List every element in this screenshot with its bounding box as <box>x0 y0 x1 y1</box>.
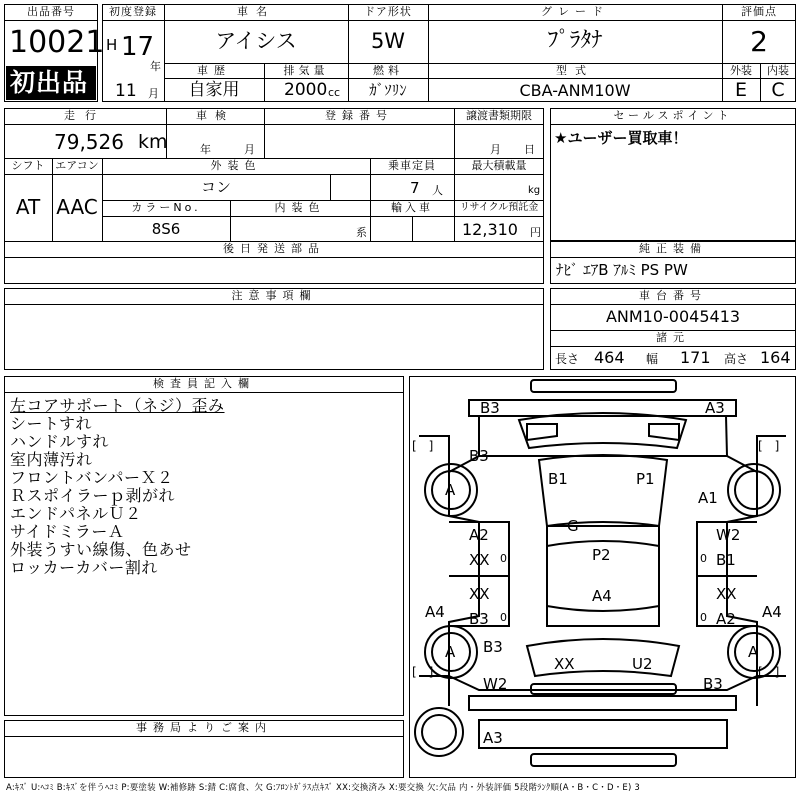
color: コン <box>200 178 231 196</box>
inspector-line: エンドパネルＵ２ <box>10 504 142 523</box>
map-rear-fender-left: B3 <box>483 638 503 656</box>
inspector-line: 室内薄汚れ <box>10 450 93 469</box>
notes-label: 注意事項欄 <box>231 289 317 302</box>
map-top-right: A3 <box>705 399 725 417</box>
era: H <box>106 36 118 54</box>
equipment-text: ﾅﾋﾞ ｴｱB ｱﾙﾐ PS PW <box>556 261 688 279</box>
inspection-month-unit: 月 <box>244 143 255 156</box>
map-roof-center: P2 <box>592 546 611 564</box>
map-rear-tire-left: A <box>445 643 456 661</box>
map-zero-3: 0 <box>500 611 507 624</box>
recycle-unit: 円 <box>530 226 541 239</box>
exterior-label: 外装 <box>730 64 752 77</box>
length-label: 長さ <box>555 352 580 366</box>
first-reg-label: 初度登録 <box>109 5 157 18</box>
inspector-line: フロントバンパーＸ２ <box>10 468 174 487</box>
interior-color-unit: 系 <box>356 226 367 239</box>
displacement-label: 排気量 <box>283 64 329 77</box>
map-rear-door-left-2: B3 <box>469 610 489 628</box>
map-rocker-left: A4 <box>425 603 445 621</box>
ac-label: エアコン <box>55 159 99 172</box>
car-diagram <box>409 376 796 778</box>
transfer-label: 譲渡書類期限 <box>466 109 532 122</box>
color-label: 外装色 <box>210 159 262 172</box>
load-unit: kg <box>528 185 541 196</box>
load-label: 最大積載量 <box>471 159 527 172</box>
height: 164 <box>760 348 791 367</box>
interior-label: 内装 <box>767 64 789 77</box>
map-front-tire-left: A <box>445 481 456 499</box>
map-rear-door-right-2: A2 <box>716 610 736 628</box>
door: 5W <box>370 29 406 53</box>
map-front-door-right-2: B1 <box>716 551 736 569</box>
mileage-unit: km <box>138 131 168 153</box>
map-zero-1: 0 <box>500 552 507 565</box>
transfer-day-unit: 日 <box>524 143 535 156</box>
map-rear-bumper: A3 <box>483 729 503 747</box>
color-no-label: カラーNo. <box>131 201 201 214</box>
damage-legend: A:ｷｽﾞ U:ﾍｺﾐ B:ｷｽﾞを伴うﾍｺﾐ P:要塗装 W:補修跡 S:錆 C:腐食、欠 G:ﾌﾛﾝﾄｶﾞﾗｽ点ｷｽﾞ XX:交換済み X:要交換 欠:欠品 内・外装評価 5段階ﾗﾝｸ順(A・B・C・D・E) 3 <box>6 783 641 793</box>
capacity: 7 <box>410 179 420 197</box>
map-hood-left: B3 <box>469 447 489 465</box>
chassis-label: 車台番号 <box>639 289 707 302</box>
map-top-left: B3 <box>480 399 500 417</box>
interior-color-label: 内装色 <box>274 201 326 214</box>
mileage: 79,526 <box>54 130 124 154</box>
first-reg-month: 11 <box>115 81 137 101</box>
history: 自家用 <box>188 80 240 100</box>
inspection-label: 車検 <box>196 109 234 122</box>
sales-point-box <box>550 108 796 241</box>
length: 464 <box>594 348 625 367</box>
recycle-label: リサイクル預託金 <box>459 202 539 213</box>
import-label: 輸入車 <box>391 201 433 214</box>
map-roof: G <box>567 517 579 535</box>
map-bracket-rear-left: [ ] <box>412 665 434 679</box>
map-rear-door-left-1: XX <box>469 585 490 603</box>
history-label: 車歴 <box>197 64 231 77</box>
inspector-line: ハンドルすれ <box>10 432 110 451</box>
model-label: 型式 <box>556 64 594 77</box>
inspector-line: サイドミラーＡ <box>10 522 125 541</box>
height-label: 高さ <box>724 352 749 366</box>
width: 171 <box>680 348 711 367</box>
door-label: ドア形状 <box>364 5 412 18</box>
lot-number: 10021 <box>9 25 105 60</box>
sales-point-text: ★ユーザー買取車！ <box>554 129 688 147</box>
inspector-label: 検査員記入欄 <box>153 377 255 390</box>
inspector-line: Ｒスポイラーｐ剥がれ <box>10 486 176 505</box>
color-no: 8S6 <box>151 220 181 238</box>
chassis-number: ANM10-0045413 <box>605 307 741 326</box>
map-rear-glass-right: U2 <box>632 655 653 673</box>
inspector-line: シートすれ <box>10 414 93 433</box>
model: CBA-ANM10W <box>519 81 631 100</box>
specs-label: 諸元 <box>656 331 690 344</box>
map-front-fender-right: A1 <box>698 489 718 507</box>
first-listing-text: 初出品 <box>10 68 89 97</box>
capacity-unit: 人 <box>432 184 443 197</box>
map-bracket-front-left: [ ] <box>412 439 434 453</box>
month-unit: 月 <box>148 87 159 100</box>
fuel: ｶﾞｿﾘﾝ <box>369 81 407 99</box>
map-rear-door-right-1: XX <box>716 585 737 603</box>
map-windshield-left: B1 <box>548 470 568 488</box>
transfer-month-unit: 月 <box>490 143 501 156</box>
map-front-door-left-2: XX <box>469 551 490 569</box>
interior-grade: C <box>771 79 785 101</box>
grade-label: グレード <box>541 5 609 18</box>
lot-label: 出品番号 <box>27 5 75 18</box>
inspector-line: 左コアサポート（ネジ）歪み <box>10 396 225 415</box>
capacity-label: 乗車定員 <box>388 159 436 172</box>
office-label: 事務局よりご案内 <box>136 721 272 734</box>
car-name-label: 車名 <box>237 5 275 18</box>
first-reg-year: 17 <box>121 32 155 62</box>
map-bracket-front-right: [ ] <box>758 439 780 453</box>
year-unit: 年 <box>150 60 161 73</box>
map-rocker-right: A4 <box>762 603 782 621</box>
sales-point-label: セールスポイント <box>613 109 733 122</box>
width-label: 幅 <box>646 352 659 366</box>
mileage-label: 走行 <box>64 109 106 122</box>
map-rear-glass-left: XX <box>554 655 575 673</box>
inspector-line: 外装うすい線傷、色あせ <box>10 540 192 559</box>
plate-label: 登録番号 <box>325 109 393 122</box>
later-parts-label: 後日発送部品 <box>223 242 325 255</box>
map-zero-4: 0 <box>700 611 707 624</box>
map-front-door-right-1: W2 <box>716 526 741 544</box>
displacement-unit: cc <box>328 86 341 99</box>
map-front-door-left-1: A2 <box>469 526 489 544</box>
inspection-year-unit: 年 <box>200 143 211 156</box>
displacement: 2000 <box>284 80 328 100</box>
exterior-grade: E <box>734 79 747 101</box>
grade: ﾌﾟﾗﾀﾅ <box>547 28 603 53</box>
map-rear-quarter-left: W2 <box>483 675 508 693</box>
inspector-line: ロッカーカバー割れ <box>10 558 158 577</box>
score-label: 評価点 <box>741 5 777 18</box>
score: 2 <box>750 25 768 58</box>
fuel-label: 燃料 <box>373 64 403 77</box>
map-rear-quarter-right: B3 <box>703 675 723 693</box>
map-zero-2: 0 <box>700 552 707 565</box>
shift: AT <box>15 195 41 219</box>
equipment-label: 純正装備 <box>639 242 707 255</box>
map-roof-rear: A4 <box>592 587 612 605</box>
map-windshield-right: P1 <box>636 470 655 488</box>
inspector-lines <box>10 395 400 578</box>
recycle: 12,310 <box>462 220 518 239</box>
map-rear-tire-right: A <box>748 643 759 661</box>
map-bracket-rear-right: [ ] <box>758 665 780 679</box>
car-name: アイシス <box>215 29 297 53</box>
ac: AAC <box>56 195 98 219</box>
shift-label: シフト <box>11 159 45 172</box>
